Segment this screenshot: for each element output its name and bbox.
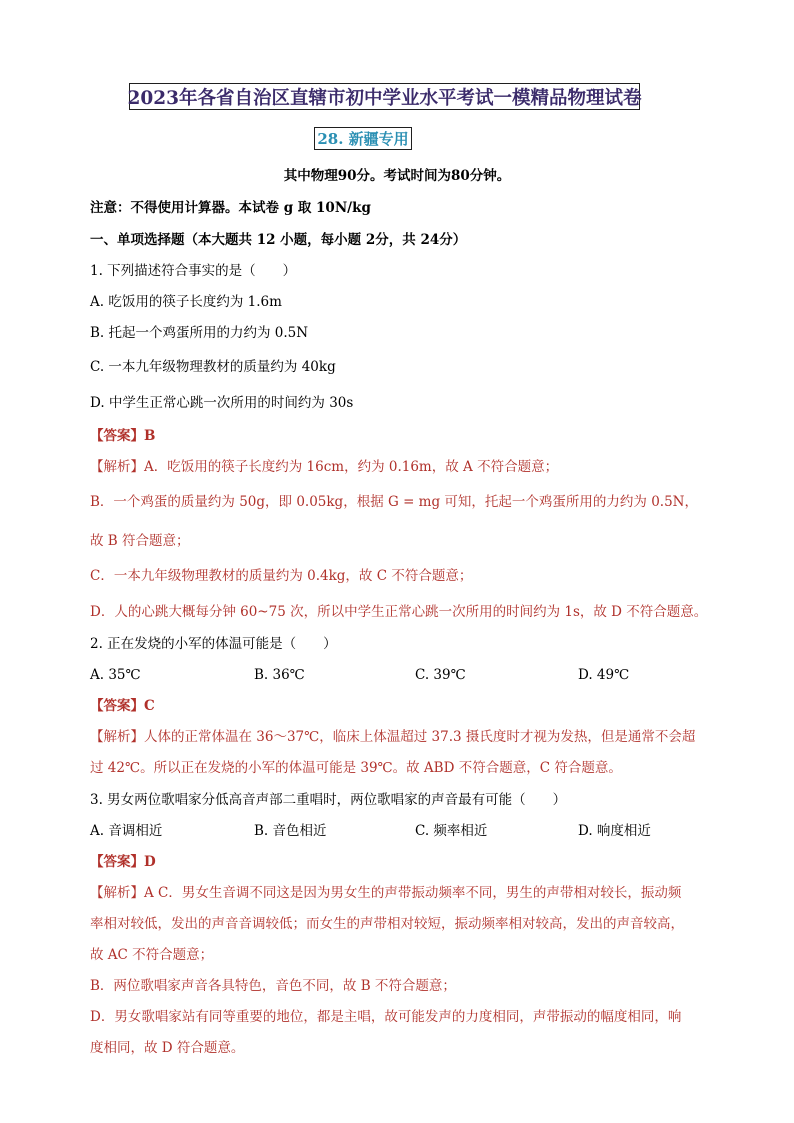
q1-analysis-line: 故 B 符合题意； xyxy=(90,533,190,549)
q3-stem: 3. 男女两位歌唱家分低高音声部二重唱时，两位歌唱家的声音最有可能（ ） xyxy=(90,792,567,808)
exam-title: 2023年各省自治区直辖市初中学业水平考试一模精品物理试卷 xyxy=(129,83,640,110)
q3-option-a: A. 音调相近 xyxy=(90,823,163,839)
notice: 注意：不得使用计算器。本试卷 g 取 10N/kg xyxy=(90,200,371,216)
q3-analysis-line: D．男女歌唱家站有同等重要的地位，都是主唱，故可能发声的力度相同，声带振动的幅度相同，响 xyxy=(90,1009,682,1025)
q1-analysis-line: 【解析】A．吃饭用的筷子长度约为 16cm，约为 0.16m，故 A 不符合题意； xyxy=(90,459,559,475)
q1-analysis-line: D．人的心跳大概每分钟 60~75 次，所以中学生正常心跳一次所用的时间约为 1s，故 D 不符合题意。 xyxy=(90,604,708,620)
q1-option-b: B. 托起一个鸡蛋所用的力约为 0.5N xyxy=(90,325,309,341)
q2-stem: 2. 正在发烧的小军的体温可能是（ ） xyxy=(90,636,337,652)
q2-option-c: C. 39℃ xyxy=(415,667,466,683)
q3-analysis-line: 度相同，故 D 符合题意。 xyxy=(90,1040,245,1056)
q2-analysis-line: 【解析】人体的正常体温在 36～37℃，临床上体温超过 37.3 摄氏度时才视为发热，但是通常不会超 xyxy=(90,729,696,745)
q3-option-c: C. 频率相近 xyxy=(415,823,488,839)
q3-option-b: B. 音色相近 xyxy=(254,823,327,839)
q3-analysis-line: B．两位歌唱家声音各具特色，音色不同，故 B 不符合题意； xyxy=(90,978,456,994)
q1-analysis-line: B．一个鸡蛋的质量约为 50g，即 0.05kg，根据 G = mg 可知，托起一个鸡蛋所用的力约为 0.5N， xyxy=(90,494,698,510)
q3-analysis-line: 率相对较低，发出的声音音调较低；而女生的声带相对较短，振动频率相对较高，发出的声音较高， xyxy=(90,916,684,932)
q2-analysis-line: 过 42℃。所以正在发烧的小军的体温可能是 39℃。故 ABD 不符合题意，C 符合题意。 xyxy=(90,760,622,776)
score-info: 其中物理90分。考试时间为80分钟。 xyxy=(283,168,511,184)
q1-option-d: D. 中学生正常心跳一次所用的时间约为 30s xyxy=(90,395,354,411)
q1-answer: 【答案】B xyxy=(90,428,156,444)
q1-analysis-line: C．一本九年级物理教材的质量约为 0.4kg，故 C 不符合题意； xyxy=(90,568,473,584)
q2-answer: 【答案】C xyxy=(90,698,155,714)
q2-option-a: A. 35℃ xyxy=(90,667,141,683)
q2-option-d: D. 49℃ xyxy=(578,667,630,683)
q3-answer: 【答案】D xyxy=(90,854,156,870)
q3-option-d: D. 响度相近 xyxy=(578,823,651,839)
exam-subtitle: 28. 新疆专用 xyxy=(314,127,412,150)
section-heading: 一、单项选择题（本大题共 12 小题，每小题 2分，共 24分） xyxy=(90,232,467,248)
q3-analysis-line: 【解析】A C．男女生音调不同这是因为男女生的声带振动频率不同，男生的声带相对较长，振动频 xyxy=(90,885,682,901)
q1-stem: 1. 下列描述符合事实的是（ ） xyxy=(90,263,297,279)
q1-option-a: A. 吃饭用的筷子长度约为 1.6m xyxy=(90,294,282,310)
q1-option-c: C. 一本九年级物理教材的质量约为 40kg xyxy=(90,359,336,375)
q3-analysis-line: 故 AC 不符合题意； xyxy=(90,947,214,963)
q2-option-b: B. 36℃ xyxy=(254,667,305,683)
